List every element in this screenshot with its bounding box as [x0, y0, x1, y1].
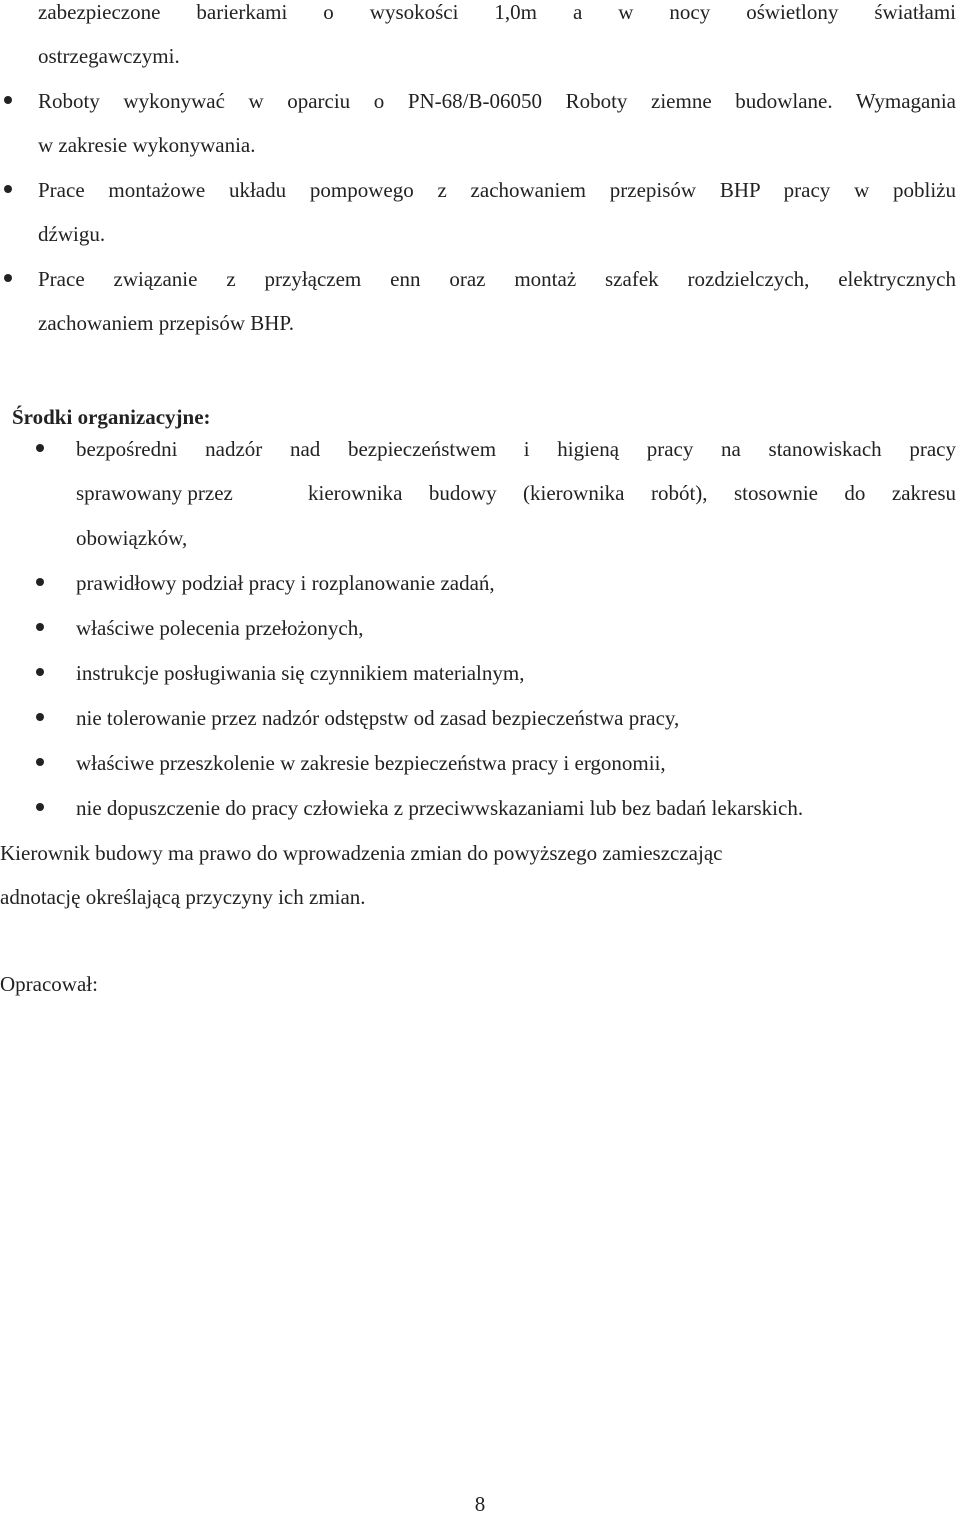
signature-label: Opracował:: [0, 972, 98, 996]
org-item-1-line-2b: kierownika budowy (kierownika robót), stosownie do zakresu: [308, 481, 956, 505]
org-item-1-line-1: bezpośredni nadzór nad bezpieczeństwem i higieną pracy na stanowiskach pracy: [76, 437, 956, 461]
org-item: instrukcje posługiwania się czynnikiem materialnym,: [76, 661, 525, 685]
closing-line-1: Kierownik budowy ma prawo do wprowadzenia zmian do powyższego zamieszczając: [0, 841, 723, 865]
top-bullet-3-line-2: zachowaniem przepisów BHP.: [38, 311, 295, 335]
bullet-marker: [36, 668, 44, 676]
bullet-marker: [36, 444, 44, 452]
bullet-marker: [36, 803, 44, 811]
bullet-marker: [36, 713, 44, 721]
page-number: 8: [474, 1492, 486, 1516]
top-bullet-1-line-1: Roboty wykonywać w oparciu o PN-68/B-06050 Roboty ziemne budowlane. Wymagania: [38, 89, 956, 113]
top-bullet-3-line-1: Prace związanie z przyłączem enn oraz montaż szafek rozdzielczych, elektrycznych: [38, 267, 956, 291]
intro-line-2: ostrzegawczymi.: [38, 44, 180, 68]
org-item: prawidłowy podział pracy i rozplanowanie zadań,: [76, 571, 495, 595]
top-bullet-1-line-2: w zakresie wykonywania.: [38, 133, 256, 157]
bullet-marker: [36, 578, 44, 586]
closing-line-2: adnotację określającą przyczyny ich zmian.: [0, 885, 366, 909]
top-bullet-2-line-2: dźwigu.: [38, 222, 106, 246]
section-heading: Środki organizacyjne:: [12, 405, 211, 429]
bullet-marker: [4, 185, 12, 193]
org-item: nie dopuszczenie do pracy człowieka z przeciwwskazaniami lub bez badań lekarskich.: [76, 796, 804, 820]
bullet-marker: [36, 623, 44, 631]
org-item-1-line-2a: sprawowany przez: [76, 481, 233, 505]
org-item: właściwe przeszkolenie w zakresie bezpieczeństwa pracy i ergonomii,: [76, 751, 666, 775]
bullet-marker: [4, 274, 12, 282]
org-item-1-line-3: obowiązków,: [76, 526, 188, 550]
bullet-marker: [4, 96, 12, 104]
top-bullet-2-line-1: Prace montażowe układu pompowego z zachowaniem przepisów BHP pracy w pobliżu: [38, 178, 956, 202]
org-item: właściwe polecenia przełożonych,: [76, 616, 364, 640]
org-item: nie tolerowanie przez nadzór odstępstw od zasad bezpieczeństwa pracy,: [76, 706, 680, 730]
intro-line-1: zabezpieczone barierkami o wysokości 1,0m a w nocy oświetlony światłami: [38, 0, 956, 24]
bullet-marker: [36, 758, 44, 766]
